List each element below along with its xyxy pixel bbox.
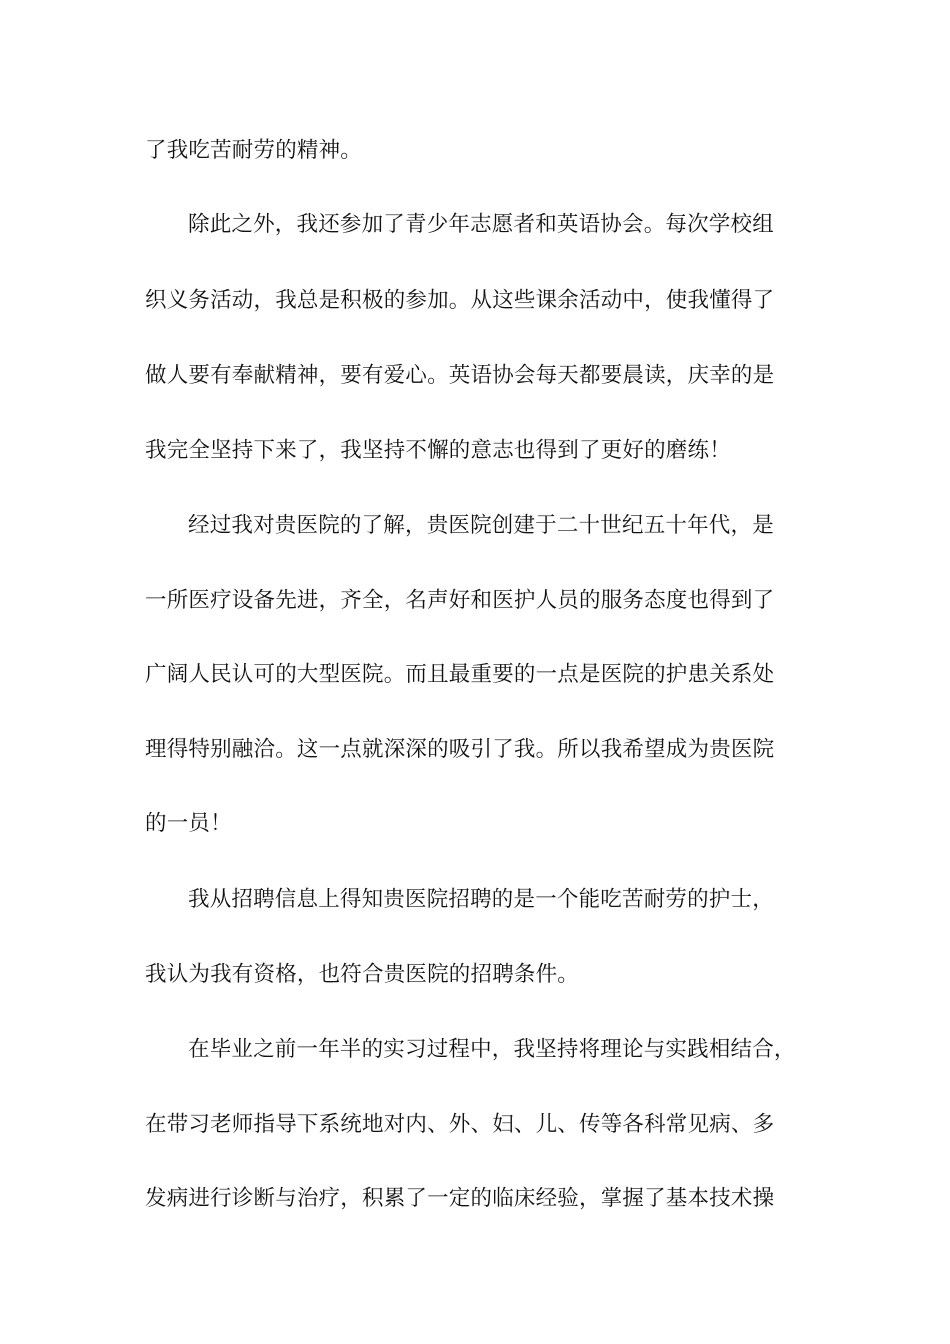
text-line: 广阔人民认可的大型医院。而且最重要的一点是医院的护患关系处 [145,662,775,687]
text-line: 一所医疗设备先进，齐全，名声好和医护人员的服务态度也得到了 [145,588,775,613]
paragraph-start-line: 除此之外，我还参加了青少年志愿者和英语协会。每次学校组 [188,212,774,237]
text-line: 做人要有奉献精神，要有爱心。英语协会每天都要晨读，庆幸的是 [145,363,775,388]
text-line: 的一员！ [145,811,232,836]
text-line: 发病进行诊断与治疗，积累了一定的临床经验，掌握了基本技术操 [145,1186,775,1211]
paragraph-start-line: 经过我对贵医院的了解，贵医院创建于二十世纪五十年代，是 [188,513,774,538]
text-line: 我认为我有资格，也符合贵医院的招聘条件。 [145,962,580,987]
text-line: 了我吃苦耐劳的精神。 [145,138,363,163]
paragraph-start-line: 我从招聘信息上得知贵医院招聘的是一个能吃苦耐劳的护士， [188,887,774,912]
paragraph-start-line: 在毕业之前一年半的实习过程中，我坚持将理论与实践相结合， [188,1037,796,1062]
text-line: 在带习老师指导下系统地对内、外、妇、儿、传等各科常见病、多 [145,1112,775,1137]
text-line: 理得特别融洽。这一点就深深的吸引了我。所以我希望成为贵医院 [145,737,775,762]
text-line: 织义务活动，我总是积极的参加。从这些课余活动中，使我懂得了 [145,288,775,313]
text-line: 我完全坚持下来了，我坚持不懈的意志也得到了更好的磨练！ [145,438,731,463]
